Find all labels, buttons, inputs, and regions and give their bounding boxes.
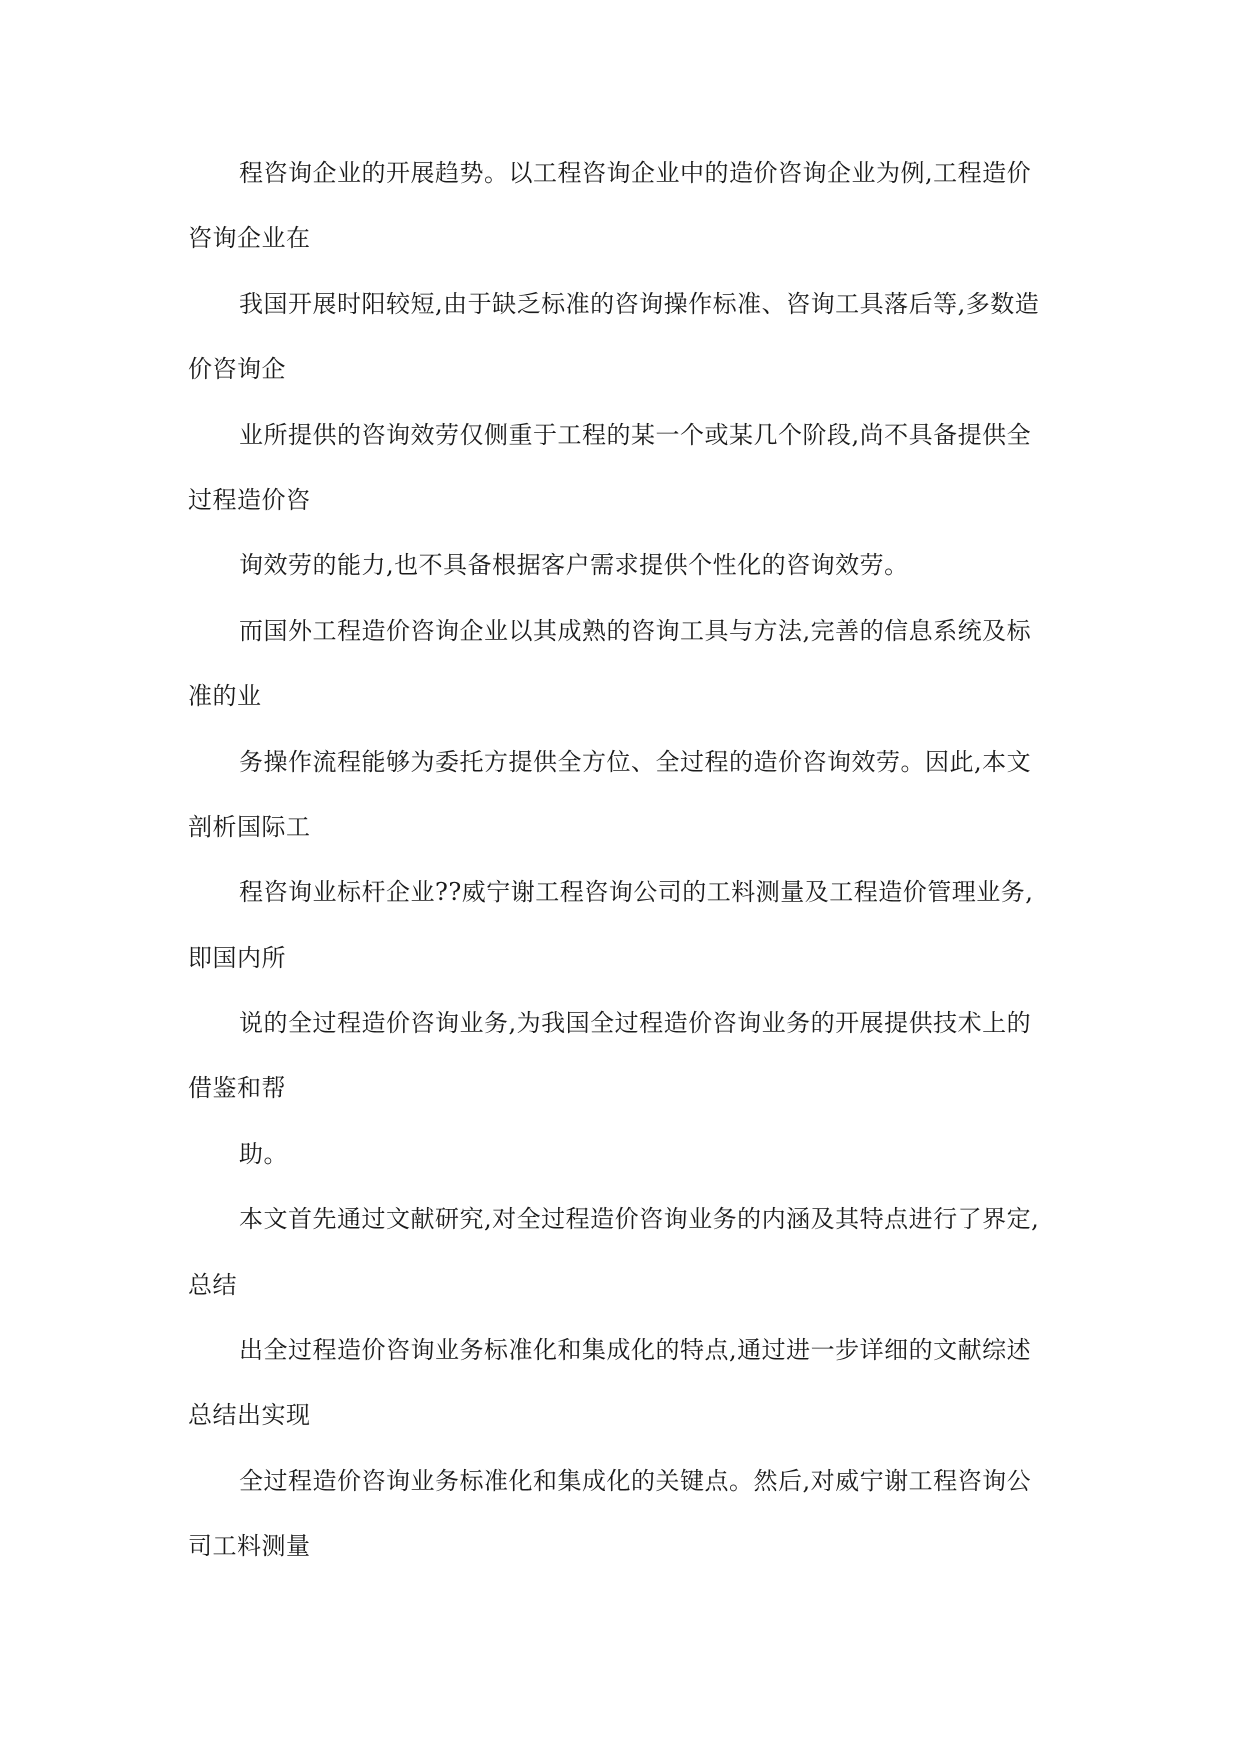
text-line: 司工料测量: [188, 1532, 311, 1561]
text-line: 我国开展时阳较短,由于缺乏标准的咨询操作标准、咨询工具落后等,多数造: [239, 289, 1040, 318]
body-text: [188, 158, 1068, 1597]
text-line: 价咨询企: [188, 355, 286, 384]
text-line: 剖析国际工: [188, 812, 311, 841]
text-line: 程咨询业标杆企业??威宁谢工程咨询公司的工料测量及工程造价管理业务,: [239, 878, 1034, 907]
text-line: 即国内所: [188, 943, 286, 972]
text-line: 过程造价咨: [188, 485, 311, 514]
text-line: 总结: [188, 1270, 237, 1299]
text-line: 准的业: [188, 682, 262, 711]
text-line: 务操作流程能够为委托方提供全方位、全过程的造价咨询效劳。因此,本文: [239, 747, 1032, 776]
text-line: 借鉴和帮: [188, 1074, 286, 1103]
text-line: 咨询企业在: [188, 224, 311, 253]
text-line: 助。: [239, 1139, 288, 1168]
text-line: 本文首先通过文献研究,对全过程造价咨询业务的内涵及其特点进行了界定,: [239, 1205, 1040, 1234]
text-line: 程咨询企业的开展趋势。以工程咨询企业中的造价咨询企业为例,工程造价: [239, 159, 1032, 187]
text-line: 全过程造价咨询业务标准化和集成化的关键点。然后,对威宁谢工程咨询公: [239, 1466, 1032, 1495]
text-line: 总结出实现: [188, 1401, 311, 1430]
text-line: 业所提供的咨询效劳仅侧重于工程的某一个或某几个阶段,尚不具备提供全: [239, 420, 1032, 449]
text-line: 而国外工程造价咨询企业以其成熟的咨询工具与方法,完善的信息系统及标: [239, 616, 1032, 645]
text-line: 出全过程造价咨询业务标准化和集成化的特点,通过进一步详细的文献综述: [239, 1336, 1032, 1365]
text-line: 询效劳的能力,也不具备根据客户需求提供个性化的咨询效劳。: [239, 551, 909, 580]
text-line: 说的全过程造价咨询业务,为我国全过程造价咨询业务的开展提供技术上的: [239, 1009, 1032, 1038]
